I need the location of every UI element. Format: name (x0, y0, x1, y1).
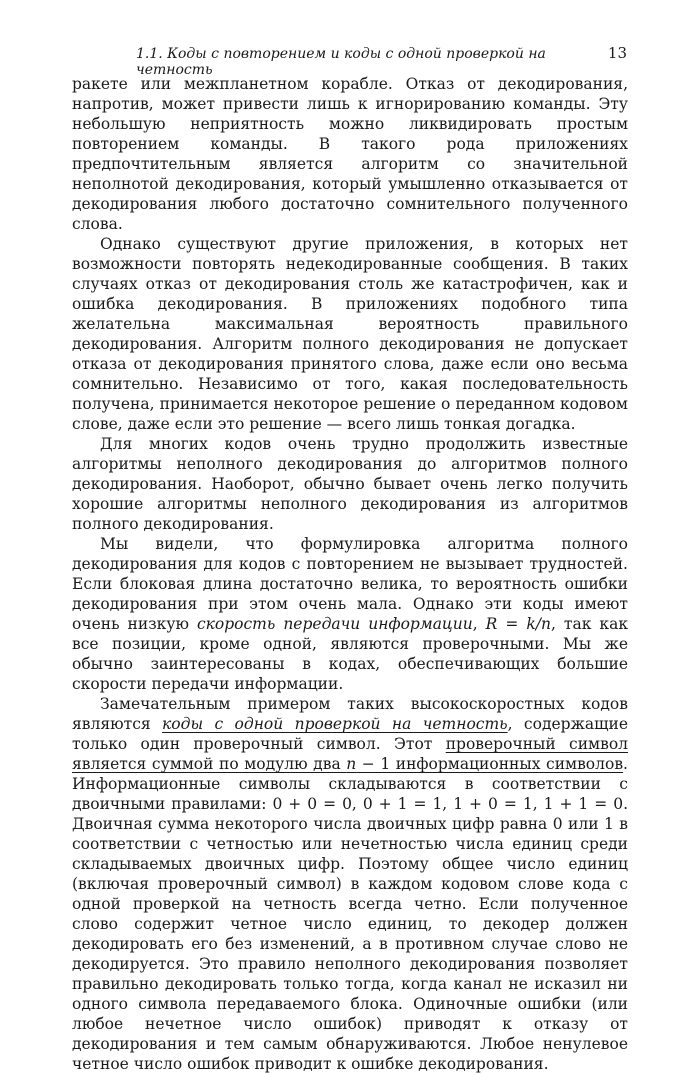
paragraph-4-text-3: , так как все позиции, кроме одной, являются проверочными. Мы же обычно заинтересованы в кодах, обеспечивающих большие скорости передачи информации. (72, 615, 629, 693)
paragraph-1: ракете или межпланетном корабле. Отказ от декодирования, напротив, может привести лишь к игнорированию команды. Эту небольшую неприятность можно ликвидировать простым повторением команды. В такого рода приложениях предпочтительным является алгоритм со значительной неполнотой декодирования, который умышленно отказывается от декодирования любого достаточно сомнительного полученного слова. (72, 75, 628, 233)
paragraph-5-text-3: . Информационные символы складываются в соответствии с двоичными правилами: (72, 755, 628, 813)
rate-formula: R = k/n (485, 615, 551, 633)
paragraph-5-text-1: Замечательным примером таких высокоскоростных кодов являются (72, 695, 628, 733)
page-header (72, 44, 627, 78)
paragraph-5 (72, 694, 628, 1074)
term-single-parity-check-codes: коды с одной проверкой на четность (162, 715, 508, 733)
binary-addition-formula: 0 + 0 = 0, 0 + 1 = 1, 1 + 0 = 1, 1 + 1 = 0. (272, 795, 629, 813)
page-number: 13 (607, 44, 627, 62)
paragraph-4-text-1: Мы видели, что формулировка алгоритма полного декодирования для кодов с повторением не вызывает трудностей. Если блоковая длина достаточно велика, то вероятность ошибки декодирования при этом очень мала. Однако эти коды имеют очень низкую (72, 535, 628, 633)
paragraph-5-text-2: , содержащие только один проверочный символ. Этот (72, 715, 629, 753)
body-text (72, 74, 628, 1074)
running-title: 1.1. Коды с повторением и коды с одной проверкой на четность (136, 46, 546, 78)
definition-text-2: − 1 информационных символов (356, 755, 624, 773)
definition-math-n: n (346, 755, 357, 773)
paragraph-5-text-4: Двоичная сумма некоторого числа двоичных цифр равна 0 или 1 в соответствии с четностью или нечетностью числа единиц среди складываемых двоичных цифр. Поэтому общее число единиц (включая проверочный символ) в каждом кодовом слове кода с одной проверкой на четность всегда четно. Если полученное слово содержит четное число единиц, то декодер должен декодировать его без изменений, а в противном случае слово не декодируется. Это правило неполного декодирования позволяет правильно декодировать только тогда, когда канал не исказил ни одного символа передаваемого блока. Одиночные ошибки (или любое нечетное число ошибок) приводят к отказу от декодирования и тем самым обнаруживаются. Любое ненулевое четное число ошибок приводит к ошибке декодирования. (72, 815, 628, 1073)
paragraph-4 (72, 534, 628, 694)
paragraph-4-text-2: , (472, 615, 486, 633)
paragraph-3: Для многих кодов очень трудно продолжить известные алгоритмы неполного декодирования до алгоритмов полного декодирования. Наоборот, обычно бывает очень легко получить хорошие алгоритмы неполного декодирования из алгоритмов полного декодирования. (72, 435, 628, 533)
definition-text-1: проверочный символ является суммой по модулю два (72, 735, 629, 773)
term-information-rate: скорость передачи информации (196, 615, 473, 633)
paragraph-2: Однако существуют другие приложения, в которых нет возможности повторять недекодированные сообщения. В таких случаях отказ от декодирования столь же катастрофичен, как и ошибка декодирования. В приложениях подобного типа желательна максимальная вероятность правильного декодирования. Алгоритм полного декодирования не допускает отказа от декодирования принятого слова, даже если оно весьма сомнительно. Независимо от того, какая последовательность получена, принимается некоторое решение о переданном кодовом слове, даже если это решение — всего лишь тонкая догадка. (72, 235, 628, 433)
